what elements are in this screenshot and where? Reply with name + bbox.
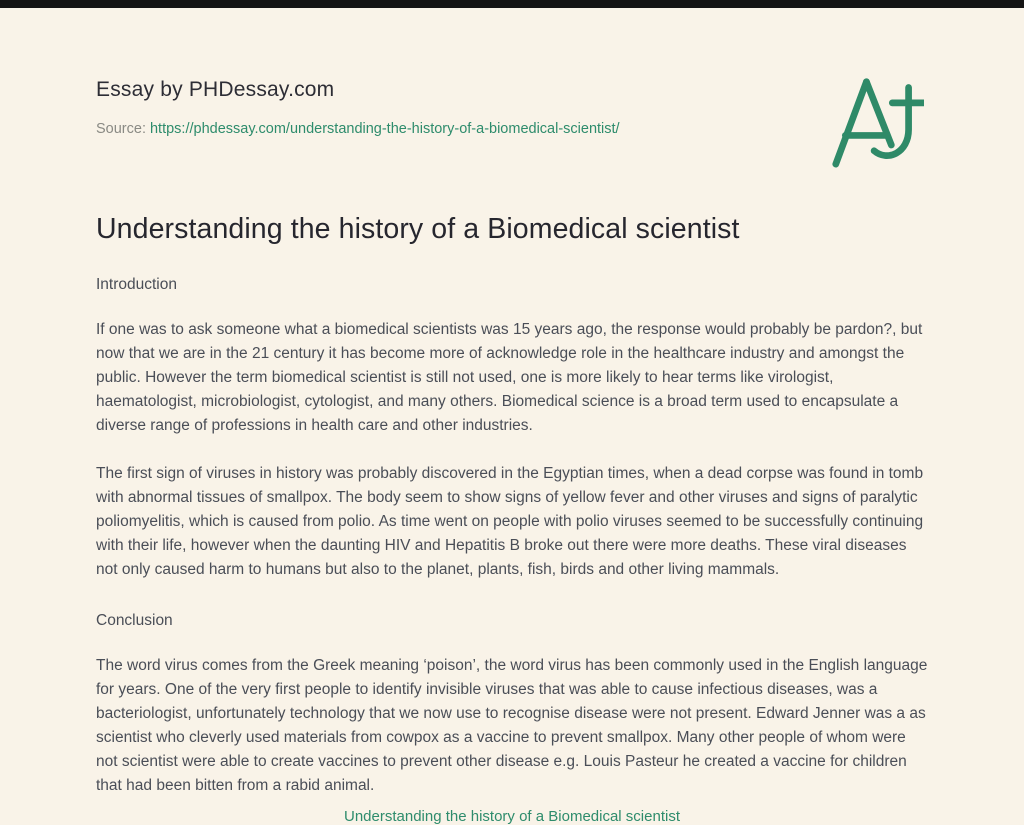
source-link[interactable]: https://phdessay.com/understanding-the-history-of-a-biomedical-scientist/ bbox=[149, 121, 620, 137]
top-border bbox=[0, 0, 1024, 8]
essay-paragraph: The word virus comes from the Greek meaning ‘poison’, the word virus has been commonly used in the English language for years. One of the very first people to identify invisible viruses that was able to cause infectious diseases, was a bacteriologist, unfortunately technology that we now use to recognise disease were not present. Edward Jenner was a as scientist who cleverly used materials from cowpox as a vaccine to prevent smallpox. Many other people of whom were not scientist were able to create vaccines to prevent other disease e.g. Louis Pasteur he created a vaccine for children that had been bitten from a rabid animal. bbox=[96, 657, 928, 794]
essay-paragraph: The first sign of viruses in history was probably discovered in the Egyptian times, when a dead corpse was found in tomb with abnormal tissues of smallpox. The body seem to show signs of yellow fever and other viruses and signs of paralytic poliomyelitis, which is caused from polio. As time went on people with polio viruses seemed to be successfully continuing with their life, however when the daunting HIV and Hepatitis B broke out there were more deaths. These viral diseases not only caused harm to humans but also to the planet, plants, fish, birds and other living mammals. bbox=[96, 465, 924, 578]
section-heading-introduction: Introduction bbox=[96, 276, 177, 293]
source-label: Source: bbox=[96, 121, 146, 137]
essay-title: Understanding the history of a Biomedical scientist bbox=[96, 213, 740, 245]
source-line bbox=[96, 121, 928, 137]
essay-page bbox=[0, 8, 1024, 798]
phdessay-logo-icon bbox=[828, 76, 924, 168]
site-title: Essay by PHDessay.com bbox=[96, 78, 335, 101]
citation-title[interactable]: Understanding the history of a Biomedical scientist bbox=[343, 808, 680, 825]
essay-paragraph: If one was to ask someone what a biomedical scientists was 15 years ago, the response would probably be pardon?, but now that we are in the 21 century it has become more of acknowledge role in the healthcare industry and amongst the public. However the term biomedical scientist is still not used, one is more likely to hear terms like virologist, haematologist, microbiologist, cytologist, and many others. Biomedical science is a broad term used to encapsulate a diverse range of professions in health care and other industries. bbox=[96, 321, 923, 434]
page-header bbox=[96, 78, 928, 137]
section-heading-conclusion: Conclusion bbox=[96, 612, 173, 629]
